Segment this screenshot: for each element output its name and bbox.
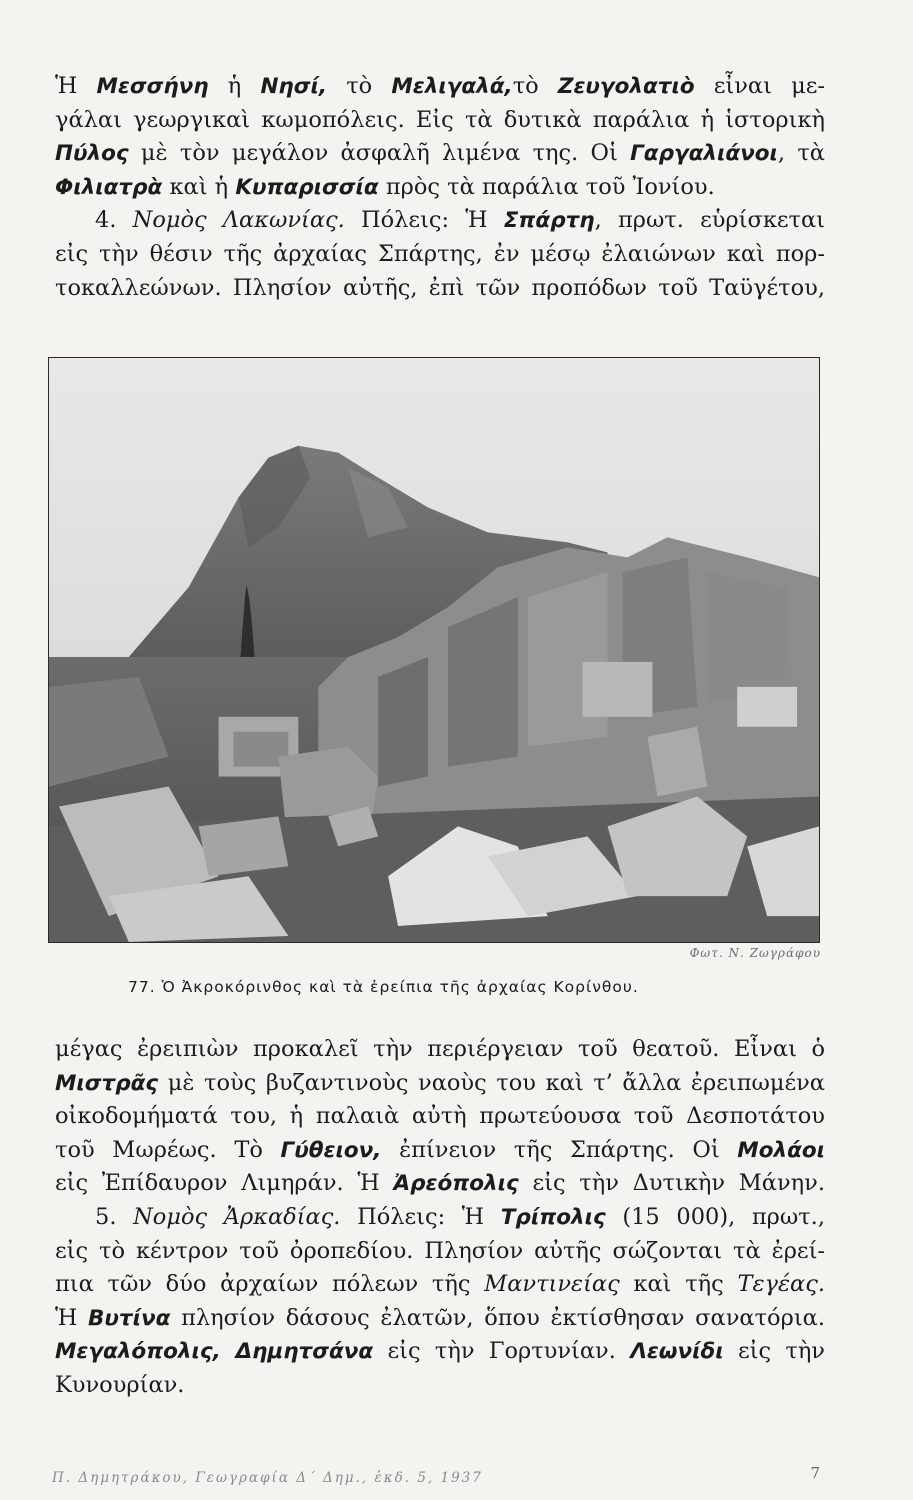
text-line: οἰκοδομήματά του, ἡ παλαιὰ αὐτὴ πρωτεύουσα τοῦ Δεσποτάτου	[55, 1103, 825, 1130]
place-name: Τρίπολις	[500, 1204, 606, 1230]
place-name: Λεωνίδι	[630, 1339, 724, 1365]
section-heading: Νομὸς Ἀρκαδίας.	[133, 1203, 341, 1230]
text-line	[55, 1167, 825, 1201]
place-name: Ἀρεόπολις	[393, 1171, 519, 1197]
text-run: ἡ	[208, 73, 261, 99]
photo-credit: Φωτ. Ν. Ζωγράφου	[689, 946, 821, 960]
text-run: μὲ τοὺς βυζαντινοὺς ναοὺς του καὶ τ’ ἄλλα ἐρειπωμένα	[158, 1069, 825, 1096]
text-run: , πρωτ. εὑρίσκεται	[594, 207, 825, 234]
text-run: τὸ	[512, 73, 558, 99]
text-run: Πόλεις: Ἡ	[344, 207, 504, 234]
text-line: γάλαι γεωργικαὶ κωμοπόλεις. Εἰς τὰ δυτικὰ παράλια ἡ ἱστορικὴ	[55, 106, 825, 133]
page-number: 7	[810, 1464, 822, 1482]
text-line	[55, 1335, 825, 1369]
text-line: τοκαλλεώνων. Πλησίον αὐτῆς, ἐπὶ τῶν προπόδων τοῦ Ταϋγέτου,	[55, 274, 825, 301]
place-name: Μελιγαλά,	[391, 74, 513, 99]
place-name: Σπάρτη	[503, 208, 595, 234]
text-run: ἐπίνειον τῆς Σπάρτης. Οἱ	[381, 1136, 738, 1163]
place-name-italic: Μαντινείας	[484, 1271, 620, 1298]
text-run: καὶ ἡ	[162, 173, 236, 200]
text-run: τοῦ Μωρέως. Τὸ	[55, 1136, 281, 1163]
place-name: Μεσσήνη	[96, 74, 209, 99]
place-name: Μολάοι	[737, 1137, 825, 1163]
section-heading: Νομὸς Λακωνίας.	[132, 207, 345, 234]
page-footer	[52, 1464, 822, 1486]
photo-illustration	[49, 358, 819, 942]
text-run: Ἡ	[55, 73, 97, 99]
text-run: εἰς Ἐπίδαυρον Λιμηράν. Ἡ	[55, 1170, 394, 1197]
text-line	[55, 70, 825, 104]
text-run: πια τῶν δύο ἀρχαίων πόλεων τῆς	[55, 1271, 485, 1298]
text-run: εἶναι με-	[694, 73, 825, 99]
figure-caption: 77. Ὁ Ἀκροκόρινθος καὶ τὰ ἐρείπια τῆς ἀρχαίας Κορίνθου.	[128, 978, 639, 996]
place-name-italic: Τεγέας.	[737, 1271, 825, 1298]
text-run: πρὸς τὰ παράλια τοῦ Ἰονίου.	[378, 173, 715, 200]
text-line	[55, 1067, 825, 1101]
text-line	[55, 1134, 825, 1168]
place-name: Κυπαρισσία	[235, 174, 379, 200]
place-name: Γαργαλιάνοι	[630, 141, 778, 167]
text-line	[55, 1201, 825, 1235]
place-name: Νησί,	[260, 74, 328, 99]
text-block-top	[55, 70, 825, 305]
text-run: τὸ	[327, 73, 392, 99]
text-run: Ἡ	[55, 1304, 89, 1331]
text-line	[55, 137, 825, 171]
text-line: εἰς τὸ κέντρον τοῦ ὀροπεδίου. Πλησίον αὐτῆς σώζονται τὰ ἐρεί-	[55, 1237, 825, 1264]
text-run: , τὰ	[777, 140, 825, 167]
text-line	[55, 1268, 825, 1302]
place-name: Φιλιατρὰ	[55, 174, 163, 200]
text-run: μὲ τὸν μεγάλον ἀσφαλῆ λιμένα της. Οἱ	[128, 140, 631, 167]
text-run: εἰς τὴν Δυτικὴν Μάνην.	[518, 1170, 825, 1197]
text-line	[55, 1302, 825, 1336]
text-line: εἰς τὴν θέσιν τῆς ἀρχαίας Σπάρτης, ἐν μέσῳ ἐλαιώνων καὶ πορ-	[55, 240, 825, 267]
place-name: Βυτίνα	[88, 1305, 171, 1331]
place-name: Μεγαλόπολις, Δημητσάνα	[55, 1339, 374, 1365]
section-number: 4.	[95, 207, 133, 234]
footer-imprint: Π. Δημητράκου, Γεωγραφία Δ΄ Δημ., ἐκδ. 5, 1937	[52, 1470, 483, 1486]
text-run: πλησίον δάσους ἐλατῶν, ὅπου ἐκτίσθησαν σανατόρια.	[170, 1304, 825, 1331]
text-line	[55, 204, 825, 238]
text-line: μέγας ἐρειπιὼν προκαλεῖ τὴν περιέργειαν τοῦ θεατοῦ. Εἶναι ὁ	[55, 1036, 825, 1062]
text-run: καὶ τῆς	[619, 1271, 738, 1298]
place-name: Ζευγολατιὸ	[557, 74, 695, 99]
place-name: Μιστρᾶς	[55, 1070, 159, 1096]
section-number: 5.	[95, 1203, 134, 1230]
text-run: (15 000), πρωτ.,	[605, 1203, 825, 1230]
place-name: Γύθειον,	[280, 1137, 382, 1163]
text-line: Κυνουρίαν.	[55, 1371, 185, 1398]
text-run: εἰς τὴν Γορτυνίαν.	[373, 1338, 631, 1365]
text-run: Πόλεις: Ἡ	[340, 1203, 501, 1230]
text-run: εἰς τὴν	[723, 1338, 825, 1365]
text-block-bottom	[55, 1033, 825, 1403]
text-line	[55, 171, 825, 205]
place-name: Πύλος	[55, 141, 129, 167]
photo-acrocorinth	[48, 357, 820, 943]
